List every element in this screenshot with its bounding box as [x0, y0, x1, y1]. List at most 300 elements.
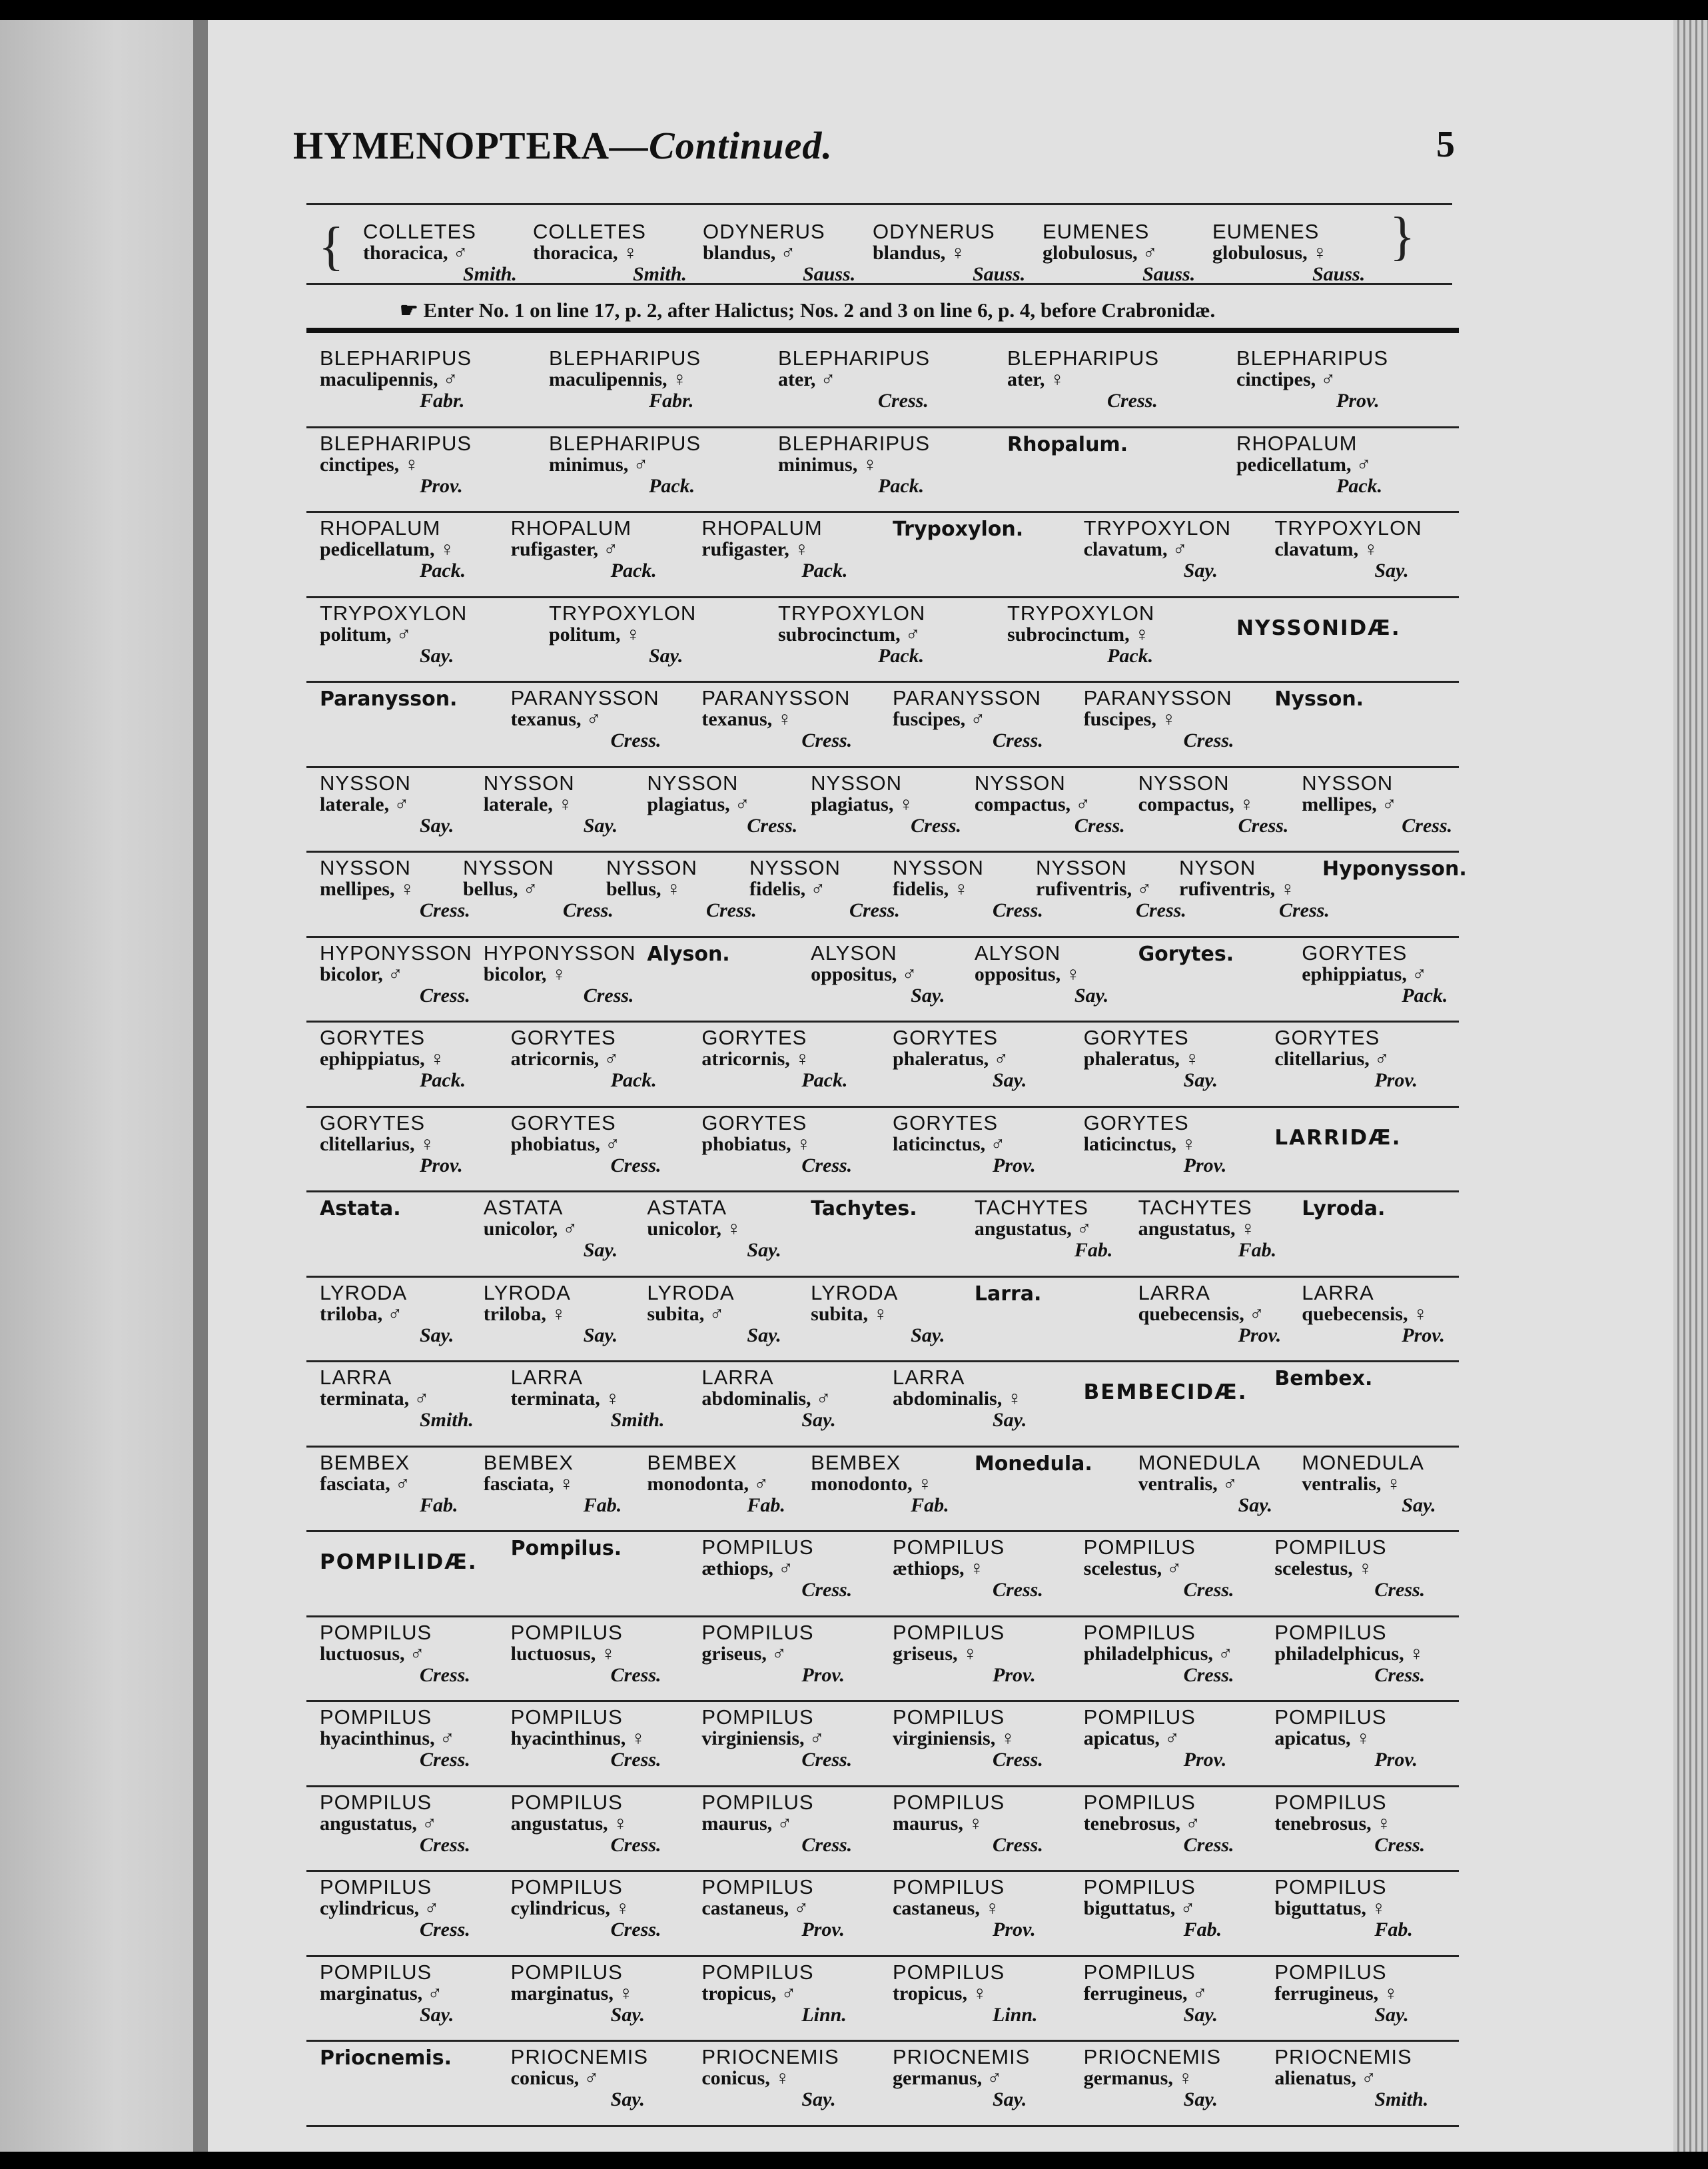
species-entry — [1084, 1877, 1222, 1940]
author-name: Pack. — [420, 1069, 466, 1091]
species-entry — [1084, 1962, 1218, 2025]
genus-name: POMPILUS — [510, 1790, 623, 1814]
genus-name: POMPILUS — [1274, 1535, 1387, 1559]
genus-name: BLEPHARIPUS — [320, 346, 472, 370]
genus-name: POMPILUS — [1274, 1960, 1387, 1984]
species-entry — [893, 1537, 1043, 1600]
genus-name: TRYPOXYLON — [549, 601, 697, 625]
genus-heading: Bembex. — [1274, 1367, 1373, 1390]
genus-name: RHOPALUM — [320, 516, 441, 540]
author-name: Fab. — [1074, 1239, 1113, 1261]
species-name: biguttatus, ♂ — [1083, 1897, 1196, 1919]
page-title — [293, 123, 833, 168]
genus-name: GORYTES — [701, 1026, 807, 1049]
species-name: fidelis, ♂ — [749, 878, 826, 900]
species-name: oppositus, ♀ — [974, 963, 1081, 985]
species-entry — [873, 221, 1025, 284]
genus-name: POMPILUS — [510, 1620, 623, 1644]
species-name: alienatus, ♂ — [1274, 2067, 1376, 2089]
genus-name: NYSSON — [1138, 771, 1230, 795]
author-name: Prov. — [993, 1663, 1036, 1686]
genus-heading: Astata. — [320, 1197, 401, 1220]
species-name: thoracica, ♀ — [533, 242, 638, 264]
species-entry — [320, 857, 470, 921]
species-entry — [975, 1197, 1113, 1260]
species-name: hyacinthinus, ♂ — [320, 1727, 455, 1749]
author-name: Prov. — [1374, 1749, 1418, 1771]
author-name: Pack. — [610, 1069, 657, 1091]
species-entry — [749, 857, 900, 921]
genus-name: COLLETES — [533, 220, 646, 243]
species-entry — [320, 1027, 466, 1090]
species-entry — [1138, 1452, 1272, 1516]
species-name: plagiatus, ♂ — [647, 793, 750, 815]
author-name: Cress. — [610, 1154, 661, 1176]
author-name: Say. — [911, 984, 945, 1007]
species-entry — [511, 1962, 645, 2025]
genus-name: RHOPALUM — [701, 516, 823, 540]
species-entry — [811, 1452, 949, 1516]
author-name: Cress. — [420, 1663, 470, 1686]
author-name: Cress. — [420, 1833, 470, 1856]
author-name: Say. — [993, 1069, 1027, 1091]
species-entry — [1007, 348, 1159, 411]
species-entry — [1274, 1962, 1408, 2025]
species-entry — [778, 348, 930, 411]
species-entry — [1007, 603, 1154, 666]
author-name: Cress. — [1183, 1579, 1234, 1601]
species-name: clitellarius, ♂ — [1274, 1048, 1390, 1070]
author-name: Cress. — [993, 1749, 1043, 1771]
author-name: Say. — [610, 2003, 645, 2026]
species-entry — [320, 1282, 454, 1346]
genus-name: PARANYSSON — [893, 686, 1042, 709]
author-name: Prov. — [1402, 1324, 1445, 1346]
genus-heading: Lyroda. — [1302, 1197, 1386, 1220]
species-name: laterale, ♂ — [320, 793, 410, 815]
genus-name: BLEPHARIPUS — [778, 346, 931, 370]
species-entry — [893, 1367, 1027, 1430]
genus-name: ODYNERUS — [873, 220, 995, 243]
genus-name: LYRODA — [320, 1280, 408, 1304]
species-entry — [893, 1962, 1038, 2025]
species-entry — [1084, 1112, 1227, 1176]
species-entry — [511, 518, 657, 581]
species-entry — [484, 1197, 618, 1260]
genus-name: PARANYSSON — [1083, 686, 1232, 709]
author-name: Cress. — [993, 899, 1043, 921]
genus-heading: Gorytes. — [1138, 942, 1234, 966]
species-name: marginatus, ♂ — [320, 1982, 443, 2004]
species-entry — [511, 1707, 661, 1770]
author-name: Cress. — [1183, 1663, 1234, 1686]
species-name: terminata, ♀ — [510, 1388, 620, 1410]
author-name: Cress. — [801, 729, 853, 751]
genus-name: POMPILUS — [1083, 1790, 1196, 1814]
genus-name: BLEPHARIPUS — [320, 431, 472, 455]
species-entry — [320, 773, 454, 836]
species-name: ventralis, ♀ — [1302, 1472, 1402, 1495]
species-name: abdominalis, ♂ — [701, 1388, 831, 1410]
species-entry — [320, 1962, 454, 2025]
species-entry — [1084, 2046, 1221, 2110]
author-name: Say. — [1238, 1494, 1272, 1516]
author-name: Cress. — [420, 984, 470, 1007]
author-name: Say. — [420, 1324, 454, 1346]
genus-name: POMPILUS — [1083, 1705, 1196, 1729]
author-name: Cress. — [563, 899, 614, 921]
author-name: Cress. — [1183, 729, 1234, 751]
author-name: Say. — [610, 2088, 645, 2110]
species-entry — [1274, 1877, 1413, 1940]
species-entry — [549, 433, 701, 496]
row-divider — [306, 1106, 1459, 1108]
species-name: ventralis, ♂ — [1138, 1472, 1238, 1495]
species-name: fasciata, ♀ — [483, 1472, 574, 1495]
species-name: terminata, ♂ — [320, 1388, 430, 1410]
species-name: luctuosus, ♀ — [510, 1642, 616, 1665]
author-name: Cress. — [420, 1919, 470, 1941]
author-name: Cress. — [878, 390, 929, 412]
genus-name: TRYPOXYLON — [1007, 601, 1155, 625]
species-entry — [1036, 857, 1186, 921]
genus-name: BEMBEX — [320, 1450, 410, 1474]
species-name: compactus, ♀ — [1138, 793, 1254, 815]
genus-name: POMPILUS — [1083, 1620, 1196, 1644]
species-name: clitellarius, ♀ — [320, 1132, 435, 1155]
species-entry — [893, 1877, 1036, 1940]
author-name: Say. — [801, 2088, 836, 2110]
genus-name: NYSSON — [1302, 771, 1394, 795]
species-name: bellus, ♂ — [463, 878, 538, 900]
species-entry — [1274, 518, 1422, 581]
genus-name: NYSSON — [606, 856, 697, 879]
genus-name: HYPONYSSON — [320, 941, 472, 965]
author-name: Prov. — [993, 1919, 1036, 1941]
genus-name: BLEPHARIPUS — [1007, 346, 1160, 370]
row-divider — [306, 851, 1459, 853]
species-entry — [701, 687, 852, 751]
genus-name: NYSSON — [893, 856, 984, 879]
species-entry — [320, 943, 472, 1006]
genus-name: POMPILUS — [701, 1875, 814, 1899]
genus-heading: Larra. — [974, 1282, 1042, 1306]
row-divider — [306, 2040, 1459, 2042]
row-divider — [306, 328, 1459, 333]
author-name: Cress. — [610, 1749, 661, 1771]
species-entry — [484, 1282, 618, 1346]
species-entry — [701, 1877, 845, 1940]
species-entry — [1043, 221, 1195, 284]
species-name: ferrugineus, ♀ — [1274, 1982, 1399, 2004]
author-name: Smith. — [463, 263, 517, 285]
species-name: hyacinthinus, ♀ — [510, 1727, 646, 1749]
species-entry — [1084, 1537, 1234, 1600]
species-entry — [484, 943, 636, 1006]
species-entry — [1179, 857, 1330, 921]
author-name: Say. — [420, 2003, 454, 2026]
species-entry — [1084, 1027, 1218, 1090]
species-entry — [703, 221, 855, 284]
author-name: Linn. — [801, 2003, 847, 2026]
species-name: ater, ♀ — [1007, 368, 1065, 390]
genus-name: POMPILUS — [701, 1705, 814, 1729]
species-entry — [320, 1112, 463, 1176]
genus-name: COLLETES — [363, 220, 476, 243]
row-divider — [306, 1785, 1459, 1787]
species-name: ferrugineus, ♂ — [1083, 1982, 1208, 2004]
species-name: texanus, ♂ — [510, 708, 602, 730]
species-entry — [701, 1962, 847, 2025]
species-name: rufigaster, ♂ — [510, 538, 619, 560]
genus-name: LARRA — [701, 1366, 774, 1389]
author-name: Cress. — [993, 729, 1043, 751]
species-entry — [320, 1367, 474, 1430]
genus-name: BEMBEX — [811, 1450, 901, 1474]
genus-name: TRYPOXYLON — [1274, 516, 1422, 540]
author-name: Pack. — [1107, 644, 1154, 667]
genus-name: TACHYTES — [1138, 1196, 1252, 1219]
author-name: Pack. — [878, 644, 925, 667]
species-entry — [893, 857, 1043, 921]
species-entry — [320, 1877, 470, 1940]
author-name: Pack. — [649, 474, 695, 497]
species-name: tropicus, ♀ — [893, 1982, 987, 2004]
species-name: bicolor, ♀ — [483, 963, 567, 985]
author-name: Prov. — [420, 474, 463, 497]
author-name: Cress. — [1183, 1833, 1234, 1856]
genus-name: LYRODA — [647, 1280, 735, 1304]
species-name: angustatus, ♀ — [510, 1812, 628, 1835]
species-name: abdominalis, ♀ — [893, 1388, 1023, 1410]
species-entry — [1302, 1282, 1445, 1346]
species-name: philadelphicus, ♀ — [1274, 1642, 1424, 1665]
species-entry — [893, 687, 1043, 751]
species-entry — [893, 1622, 1036, 1685]
species-name: cinctipes, ♂ — [1236, 368, 1336, 390]
species-entry — [701, 518, 847, 581]
species-name: maurus, ♂ — [701, 1812, 793, 1835]
species-name: maurus, ♀ — [893, 1812, 983, 1835]
genus-name: BEMBEX — [483, 1450, 574, 1474]
species-entry — [1274, 1707, 1418, 1770]
author-name: Smith. — [420, 1409, 474, 1431]
species-entry — [1236, 433, 1382, 496]
species-name: phobiatus, ♀ — [701, 1132, 811, 1155]
species-name: rufiventris, ♀ — [1179, 878, 1296, 900]
genus-name: GORYTES — [320, 1110, 426, 1134]
author-name: Sauss. — [803, 263, 856, 285]
species-name: fuscipes, ♂ — [893, 708, 986, 730]
row-divider — [306, 426, 1459, 428]
genus-name: GORYTES — [701, 1110, 807, 1134]
species-entry — [701, 1622, 845, 1685]
genus-name: PARANYSSON — [510, 686, 659, 709]
species-name: rufiventris, ♂ — [1036, 878, 1152, 900]
genus-name: RHOPALUM — [510, 516, 632, 540]
genus-name: LARRA — [320, 1366, 392, 1389]
genus-name: NYSSON — [974, 771, 1066, 795]
genus-name: GORYTES — [1274, 1026, 1380, 1049]
species-name: maculipennis, ♂ — [320, 368, 458, 390]
species-entry — [1236, 348, 1388, 411]
species-name: cylindricus, ♀ — [510, 1897, 630, 1919]
species-name: biguttatus, ♀ — [1274, 1897, 1386, 1919]
species-name: pedicellatum, ♀ — [320, 538, 455, 560]
species-entry — [975, 773, 1125, 836]
genus-name: NYSSON — [749, 856, 841, 879]
species-name: castaneus, ♀ — [893, 1897, 1000, 1919]
genus-name: TACHYTES — [974, 1196, 1088, 1219]
author-name: Cress. — [420, 1749, 470, 1771]
author-name: Fabr. — [649, 390, 694, 412]
genus-name: LARRA — [1138, 1280, 1210, 1304]
author-name: Say. — [649, 644, 683, 667]
species-entry — [320, 1452, 458, 1516]
species-name: subrocinctum, ♂ — [778, 623, 921, 646]
author-name: Prov. — [801, 1919, 845, 1941]
genus-name: POMPILUS — [1274, 1620, 1387, 1644]
species-name: conicus, ♀ — [701, 2067, 790, 2089]
author-name: Cress. — [801, 1833, 853, 1856]
species-name: tropicus, ♂ — [701, 1982, 797, 2004]
species-name: compactus, ♂ — [974, 793, 1090, 815]
author-name: Cress. — [1107, 390, 1158, 412]
left-brace: { — [318, 217, 344, 276]
species-entry — [533, 221, 687, 284]
genus-name: POMPILUS — [510, 1705, 623, 1729]
row-divider — [306, 1530, 1459, 1532]
species-entry — [320, 348, 472, 411]
species-name: castaneus, ♂ — [701, 1897, 809, 1919]
author-name: Fab. — [911, 1494, 949, 1516]
author-name: Prov. — [1374, 1069, 1418, 1091]
author-name: Cress. — [583, 984, 634, 1007]
species-entry — [1274, 2046, 1428, 2110]
genus-name: ASTATA — [647, 1196, 727, 1219]
row-divider — [306, 1446, 1459, 1448]
author-name: Pack. — [801, 560, 848, 582]
genus-name: GORYTES — [1083, 1110, 1189, 1134]
row-divider — [306, 936, 1459, 938]
species-entry — [701, 1792, 852, 1855]
genus-name: LYRODA — [483, 1280, 571, 1304]
genus-name: NYSON — [1179, 856, 1256, 879]
author-name: Say. — [1402, 1494, 1436, 1516]
species-entry — [549, 348, 701, 411]
genus-heading: Paranysson. — [320, 687, 458, 711]
author-name: Pack. — [878, 474, 925, 497]
genus-name: POMPILUS — [320, 1705, 432, 1729]
author-name: Say. — [583, 814, 618, 837]
author-name: Cress. — [993, 1579, 1043, 1601]
title-continued: —Continued. — [610, 124, 833, 167]
species-name: conicus, ♂ — [510, 2067, 600, 2089]
species-name: virginiensis, ♀ — [893, 1727, 1016, 1749]
genus-name: NYSSON — [320, 771, 411, 795]
species-name: mellipes, ♀ — [320, 878, 415, 900]
species-entry — [511, 1792, 661, 1855]
author-name: Cress. — [610, 1663, 661, 1686]
species-name: atricornis, ♀ — [701, 1048, 810, 1070]
author-name: Sauss. — [1312, 263, 1366, 285]
species-name: subita, ♀ — [811, 1302, 889, 1325]
genus-name: POMPILUS — [1083, 1960, 1196, 1984]
genus-name: ASTATA — [483, 1196, 564, 1219]
species-entry — [511, 1622, 661, 1685]
species-name: griseus, ♂ — [701, 1642, 787, 1665]
species-entry — [647, 1282, 781, 1346]
species-name: fasciata, ♂ — [320, 1472, 410, 1495]
species-entry — [1138, 1282, 1282, 1346]
species-name: angustatus, ♂ — [974, 1218, 1092, 1240]
genus-heading: Hyponysson. — [1322, 857, 1467, 881]
author-name: Prov. — [1183, 1749, 1227, 1771]
genus-name: LARRA — [893, 1366, 965, 1389]
row-divider — [306, 1190, 1459, 1192]
family-heading: LARRIDÆ. — [1274, 1125, 1402, 1150]
author-name: Fab. — [1238, 1239, 1277, 1261]
genus-name: POMPILUS — [510, 1960, 623, 1984]
genus-heading: Nysson. — [1274, 687, 1364, 711]
species-name: virginiensis, ♂ — [701, 1727, 825, 1749]
genus-name: GORYTES — [893, 1026, 999, 1049]
author-name: Cress. — [610, 1833, 661, 1856]
author-name: Cress. — [747, 814, 798, 837]
genus-heading: Pompilus. — [510, 1537, 622, 1560]
author-name: Cress. — [1402, 814, 1453, 837]
species-entry — [484, 773, 618, 836]
species-entry — [320, 603, 467, 666]
genus-name: POMPILUS — [320, 1790, 432, 1814]
genus-name: PRIOCNEMIS — [1083, 2045, 1222, 2068]
species-entry — [1084, 1792, 1234, 1855]
species-entry — [701, 1112, 852, 1176]
author-name: Sauss. — [1142, 263, 1196, 285]
genus-name: POMPILUS — [320, 1875, 432, 1899]
author-name: Say. — [1374, 560, 1409, 582]
species-entry — [893, 1027, 1027, 1090]
genus-name: ODYNERUS — [703, 220, 825, 243]
species-name: laterale, ♀ — [483, 793, 573, 815]
author-name: Fab. — [1374, 1919, 1413, 1941]
genus-heading: Alyson. — [647, 942, 730, 966]
species-entry — [511, 1877, 661, 1940]
author-name: Cress. — [610, 729, 661, 751]
species-entry — [320, 433, 472, 496]
right-brace: } — [1390, 207, 1416, 266]
species-name: scelestus, ♂ — [1083, 1557, 1182, 1579]
species-name: globulosus, ♂ — [1043, 242, 1158, 264]
genus-name: POMPILUS — [1083, 1875, 1196, 1899]
author-name: Fab. — [420, 1494, 458, 1516]
species-name: triloba, ♂ — [320, 1302, 403, 1325]
genus-name: BLEPHARIPUS — [549, 431, 701, 455]
species-name: fidelis, ♀ — [893, 878, 969, 900]
genus-name: NYSSON — [320, 856, 411, 879]
genus-name: POMPILUS — [701, 1790, 814, 1814]
species-entry — [363, 221, 517, 284]
species-entry — [778, 433, 930, 496]
species-entry — [811, 773, 961, 836]
genus-name: PRIOCNEMIS — [893, 2045, 1031, 2068]
genus-name: POMPILUS — [320, 1620, 432, 1644]
row-divider — [306, 681, 1459, 683]
author-name: Say. — [420, 644, 454, 667]
species-name: phaleratus, ♂ — [893, 1048, 1009, 1070]
species-name: philadelphicus, ♂ — [1083, 1642, 1233, 1665]
author-name: Linn. — [993, 2003, 1038, 2026]
